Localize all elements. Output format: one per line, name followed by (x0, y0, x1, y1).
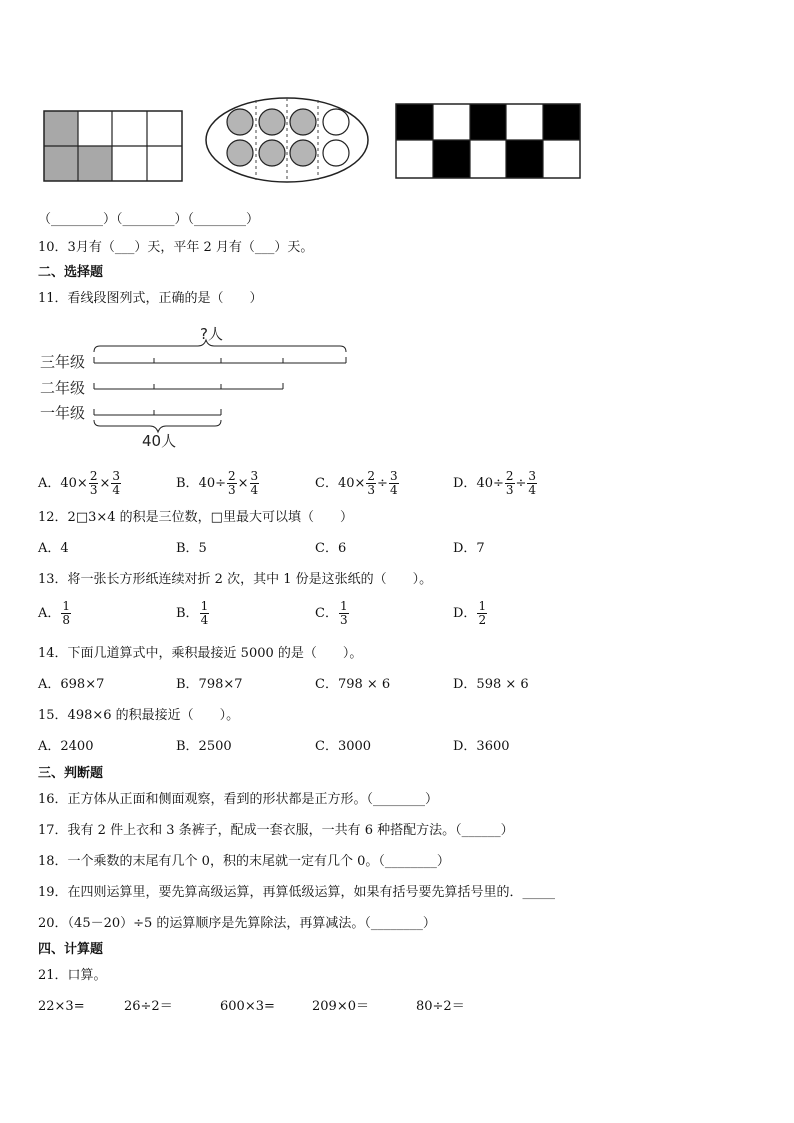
answer-blank[interactable]: （________） (38, 212, 117, 227)
option-b[interactable]: B．2500 (176, 739, 232, 754)
diagram-total-label: 40人 (142, 432, 177, 450)
calc-item: 22×3= (38, 999, 85, 1014)
option-a[interactable]: A．4 (38, 541, 69, 556)
question-15-stem: 15．498×6 的积最接近（ ）。 (38, 708, 240, 723)
figure-grid-shaded (44, 111, 182, 181)
option-d[interactable]: D．598 × 6 (453, 677, 529, 692)
question-18: 18．一个乘数的末尾有几个 0，积的末尾就一定有几个 0。（________） (38, 854, 450, 869)
option-a[interactable]: A．2400 (38, 739, 94, 754)
figure-ellipse-circles (206, 98, 368, 182)
option-b[interactable]: B． $\frac{1}{4}$ (176, 599, 209, 627)
question-20: 20．（45－20）÷5 的运算顺序是先算除法，再算减法。（________） (38, 916, 436, 931)
question-21-stem: 21．口算。 (38, 968, 107, 983)
calc-item: 80÷2＝ (416, 999, 465, 1014)
option-d[interactable]: D．7 (453, 541, 485, 556)
calc-item: 600×3= (220, 999, 275, 1014)
section-heading-choice: 二、选择题 (38, 265, 104, 280)
diagram-row-label: 一年级 (40, 404, 86, 422)
fraction-figures (0, 0, 794, 200)
question-10: 10．3月有（___）天，平年 2 月有（___）天。 (38, 240, 314, 255)
option-d[interactable]: D．40÷ $\frac{2}{3}$ ÷ $\frac{3}{4}$ (453, 469, 537, 497)
question-17: 17．我有 2 件上衣和 3 条裤子，配成一套衣服，一共有 6 种搭配方法。（______） (38, 823, 514, 838)
option-c[interactable]: C．3000 (315, 739, 372, 754)
calc-item: 209×0＝ (312, 999, 369, 1014)
question-13-stem: 13．将一张长方形纸连续对折 2 次，其中 1 份是这张纸的（ ）。 (38, 572, 433, 587)
option-a[interactable]: A．40× $\frac{2}{3}$ × $\frac{3}{4}$ (38, 469, 121, 497)
question-16: 16．正方体从正面和侧面观察，看到的形状都是正方形。（________） (38, 792, 439, 807)
answer-blank[interactable]: （________） (116, 212, 188, 227)
question-12-stem: 12．2□3×4 的积是三位数，□里最大可以填（ ） (38, 510, 353, 525)
diagram-row-label: 三年级 (40, 353, 86, 371)
section-heading-judge: 三、判断题 (38, 766, 104, 781)
figure-checkerboard (396, 104, 580, 178)
answer-blank[interactable]: （________） (187, 212, 260, 227)
diagram-question-label: ?人 (200, 325, 223, 343)
line-segment-diagram (38, 322, 358, 450)
option-a[interactable]: A． $\frac{1}{8}$ (38, 599, 71, 627)
question-14-stem: 14．下面几道算式中，乘积最接近 5000 的是（ ）。 (38, 646, 363, 661)
option-d[interactable]: D．3600 (453, 739, 510, 754)
calc-item: 26÷2＝ (124, 999, 173, 1014)
option-d[interactable]: D． $\frac{1}{2}$ (453, 599, 487, 627)
option-a[interactable]: A．698×7 (38, 677, 105, 692)
section-heading-calc: 四、计算题 (38, 942, 104, 957)
diagram-row-label: 二年级 (40, 379, 86, 397)
option-c[interactable]: C． $\frac{1}{3}$ (315, 599, 348, 627)
question-19: 19．在四则运算里，要先算高级运算，再算低级运算，如果有括号要先算括号里的．_____ (38, 885, 556, 900)
option-b[interactable]: B．798×7 (176, 677, 243, 692)
option-b[interactable]: B．40÷ $\frac{2}{3}$ × $\frac{3}{4}$ (176, 469, 259, 497)
option-c[interactable]: C．6 (315, 541, 347, 556)
question-11-stem: 11．看线段图列式，正确的是（ ） (38, 291, 263, 306)
option-b[interactable]: B．5 (176, 541, 207, 556)
figure-answer-blanks (38, 208, 259, 227)
option-c[interactable]: C．798 × 6 (315, 677, 391, 692)
option-c[interactable]: C．40× $\frac{2}{3}$ ÷ $\frac{3}{4}$ (315, 469, 398, 497)
